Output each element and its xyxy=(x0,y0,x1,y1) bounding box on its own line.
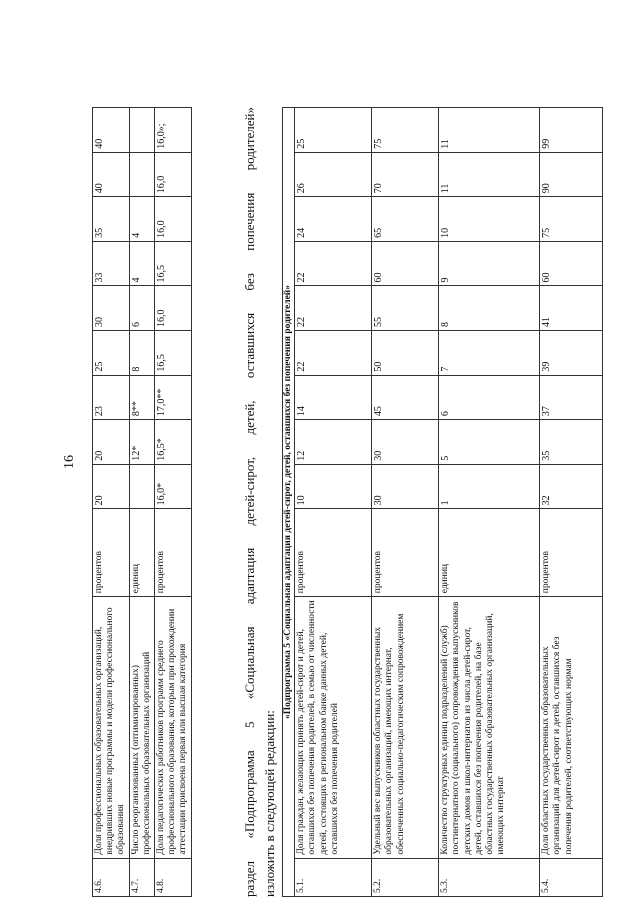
year-value: 75 xyxy=(540,197,603,242)
year-value: 20 xyxy=(93,464,130,509)
year-value xyxy=(129,464,154,509)
year-value: 7 xyxy=(439,331,540,376)
year-value: 8 xyxy=(129,331,154,376)
bottom-table-body xyxy=(283,108,603,897)
year-value: 16,5* xyxy=(155,420,192,465)
row-number: 4.8. xyxy=(155,858,192,896)
year-value: 22 xyxy=(295,331,372,376)
year-value: 16,5 xyxy=(155,331,192,376)
unit-of-measure: процентов xyxy=(295,509,372,597)
year-value: 6 xyxy=(129,286,154,331)
bottom-table xyxy=(282,107,603,897)
indicator-name: Количество структурных единиц подразделений (служб) постинтернатного (социального) сопровождения выпускников детских домов и школ-интернатов из числа детей-сирот, детей, оставшихся без попечения родителей, на базе областных государственных образовательных организаций, имеющих интернат xyxy=(439,597,540,858)
year-value: 37 xyxy=(540,375,603,420)
year-value: 30 xyxy=(372,420,439,465)
unit-of-measure: процентов xyxy=(372,509,439,597)
top-table-body xyxy=(93,108,192,897)
year-value: 16,0 xyxy=(155,286,192,331)
year-value: 17,0** xyxy=(155,375,192,420)
year-value: 65 xyxy=(372,197,439,242)
row-number: 5.1. xyxy=(295,858,372,896)
year-value: 11 xyxy=(439,108,540,153)
indicator-name: Доля граждан, желающих принять детей-сирот и детей, оставшихся без попечения родителей, в семью от численности детей, состоящих в региональном банке данных детей, оставшихся без попечения родителей xyxy=(295,597,372,858)
year-value: 35 xyxy=(540,420,603,465)
year-value: 99 xyxy=(540,108,603,153)
section-instruction-continued: изложить в следующей редакции: xyxy=(262,710,277,897)
year-value: 30 xyxy=(372,464,439,509)
page-number: 16 xyxy=(62,455,77,469)
unit-of-measure: процентов xyxy=(93,509,130,597)
year-value: 50 xyxy=(372,331,439,376)
year-value: 40 xyxy=(93,108,130,153)
year-value: 9 xyxy=(439,241,540,286)
year-value: 23 xyxy=(93,375,130,420)
year-value: 39 xyxy=(540,331,603,376)
year-value: 22 xyxy=(295,286,372,331)
year-value: 90 xyxy=(540,152,603,197)
year-value: 10 xyxy=(439,197,540,242)
table-row xyxy=(129,108,154,897)
year-value: 4 xyxy=(129,241,154,286)
year-value: 40 xyxy=(93,152,130,197)
year-value: 14 xyxy=(295,375,372,420)
year-value: 60 xyxy=(540,241,603,286)
indicator-name: Доля областных государственных образовательных организаций для детей-сирот и детей, оставшихся без попечения родителей, соответствующих нормам xyxy=(540,597,603,858)
row-number: 5.4. xyxy=(540,858,603,896)
year-value: 24 xyxy=(295,197,372,242)
table-row xyxy=(439,108,540,897)
year-value: 33 xyxy=(93,241,130,286)
year-value: 60 xyxy=(372,241,439,286)
year-value: 35 xyxy=(93,197,130,242)
year-value: 6 xyxy=(439,375,540,420)
year-value: 20 xyxy=(93,420,130,465)
top-table xyxy=(92,107,192,897)
year-value: 5 xyxy=(439,420,540,465)
year-value: 8 xyxy=(439,286,540,331)
year-value: 30 xyxy=(93,286,130,331)
year-value: 16,0 xyxy=(155,197,192,242)
year-value: 16,0 xyxy=(155,152,192,197)
year-value: 8** xyxy=(129,375,154,420)
row-number: 5.2. xyxy=(372,858,439,896)
year-value: 22 xyxy=(295,241,372,286)
table-row xyxy=(372,108,439,897)
unit-of-measure: процентов xyxy=(540,509,603,597)
year-value: 25 xyxy=(93,331,130,376)
indicator-name: Удельный вес выпускников областных государственных образовательных организаций, имеющих интернат, обеспеченных социально-педагогическим сопровождением xyxy=(372,597,439,858)
year-value: 4 xyxy=(129,197,154,242)
row-number: 5.3. xyxy=(439,858,540,896)
table-row xyxy=(295,108,372,897)
year-value: 75 xyxy=(372,108,439,153)
year-value: 25 xyxy=(295,108,372,153)
table-row xyxy=(155,108,192,897)
unit-of-measure: единиц xyxy=(439,509,540,597)
year-value: 11 xyxy=(439,152,540,197)
year-value: 10 xyxy=(295,464,372,509)
table-row xyxy=(540,108,603,897)
year-value: 41 xyxy=(540,286,603,331)
year-value: 16,5 xyxy=(155,241,192,286)
year-value: 12 xyxy=(295,420,372,465)
year-value: 26 xyxy=(295,152,372,197)
year-value: 55 xyxy=(372,286,439,331)
year-value: 32 xyxy=(540,464,603,509)
indicator-name: Доля педагогических работников программ среднего профессионального образования, которым при прохождении аттестации присвоена первая или высшая категория xyxy=(155,597,192,858)
year-value: 45 xyxy=(372,375,439,420)
table-row xyxy=(93,108,130,897)
row-number: 4.6. xyxy=(93,858,130,896)
row-number: 4.7. xyxy=(129,858,154,896)
year-value: 1 xyxy=(439,464,540,509)
indicator-name: Число реорганизованных (оптимизированных) профессиональных образовательных организаций xyxy=(129,597,154,858)
section-instruction: раздел «Подпрограмма 5 «Социальная адаптация детей-сирот, детей, оставшихся без попечения родителей» xyxy=(242,107,257,897)
year-value: 16,0* xyxy=(155,464,192,509)
year-value xyxy=(129,108,154,153)
subprogram-title: «Подпрограмма 5 «Социальная адаптация детей-сирот, детей, оставшихся без попечения родителей» xyxy=(283,108,295,897)
year-value: 70 xyxy=(372,152,439,197)
year-value: 12* xyxy=(129,420,154,465)
indicator-name: Доля профессиональных образовательных организаций, внедривших новые программы и модели профессионального образования xyxy=(93,597,130,858)
year-value xyxy=(129,152,154,197)
unit-of-measure: процентов xyxy=(155,509,192,597)
year-value: 16,0»; xyxy=(155,108,192,153)
unit-of-measure: единиц xyxy=(129,509,154,597)
